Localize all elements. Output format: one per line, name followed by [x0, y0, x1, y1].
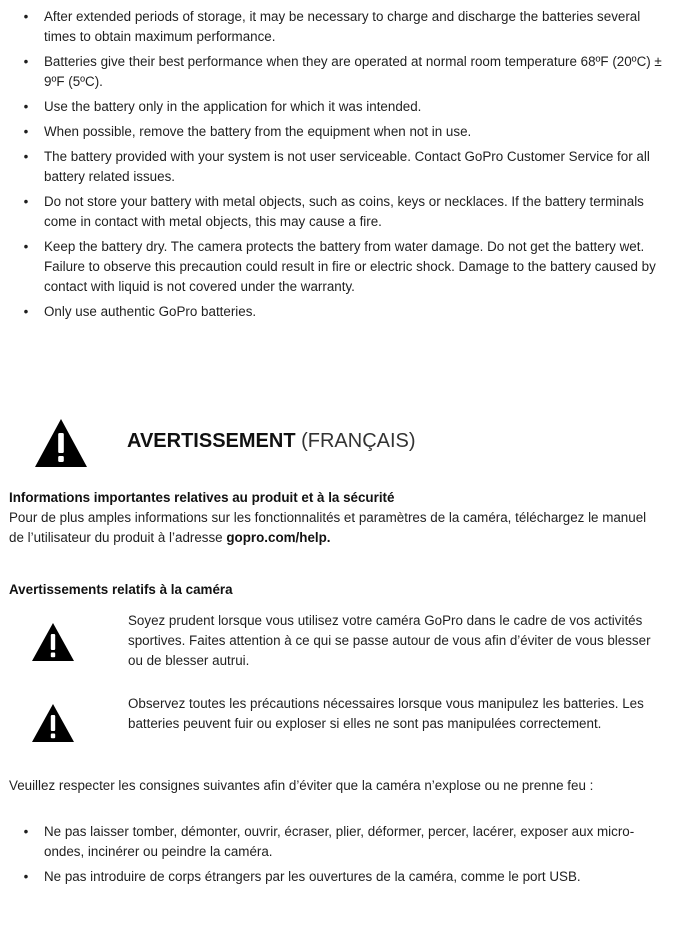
bullet-dot: • [23, 824, 29, 839]
list-item: • Batteries give their best performance when they are operated at normal room temperature 68ºF (20ºC) ± 9ºF (5ºC). [0, 52, 674, 92]
instructions-intro: Veuillez respecter les consignes suivantes afin d’éviter que la caméra n’explose ou ne prenne feu : [9, 778, 594, 793]
section-heading [127, 428, 416, 454]
list-item: • Ne pas laisser tomber, démonter, ouvrir, écraser, plier, déformer, percer, lacérer, exposer aux micro-ondes, incinérer ou peindre la caméra. [0, 822, 674, 862]
bullet-dot: • [23, 869, 29, 884]
bullet-dot: • [23, 124, 29, 139]
heading-language: (FRANÇAIS) [295, 430, 416, 452]
warning-heading [34, 418, 634, 470]
bullet-dot: • [23, 194, 29, 209]
heading-strong: AVERTISSEMENT [127, 430, 296, 452]
list-item: • When possible, remove the battery from the equipment when not in use. [0, 122, 674, 142]
camera-warning-text: Observez toutes les précautions nécessaires lorsque vous manipulez les batteries. Les batteries peuvent fuir ou exploser si elles ne sont pas manipulées correctement. [128, 696, 644, 731]
bullet-dot: • [23, 304, 29, 319]
list-item: • Use the battery only in the application for which it was intended. [0, 97, 674, 117]
product-info-text: Pour de plus amples informations sur les fonctionnalités et paramètres de la caméra, téléchargez le manuel de l’utilisateur du produit à l’adresse gopro.com/help. [9, 510, 647, 545]
battery-care-list [0, 7, 674, 327]
camera-warnings-title: Avertissements relatifs à la caméra [9, 582, 233, 597]
warning-triangle-icon [34, 418, 88, 468]
bullet-dot: • [23, 239, 29, 254]
list-item: • Ne pas introduire de corps étrangers par les ouvertures de la caméra, comme le port USB. [0, 867, 674, 887]
list-item: • After extended periods of storage, it may be necessary to charge and discharge the batteries several times to obtain maximum performance. [0, 7, 674, 47]
camera-warning-text: Soyez prudent lorsque vous utilisez votre caméra GoPro dans le cadre de vos activités sportives. Faites attention à ce qui se passe autour de vous afin d’éviter de vous blesser ou de blesser autrui. [128, 613, 651, 668]
warning-triangle-icon [31, 703, 75, 743]
list-item: • Only use authentic GoPro batteries. [0, 302, 674, 322]
product-info-block [9, 488, 659, 548]
product-info-title: Informations importantes relatives au produit et à la sécurité [9, 490, 395, 505]
bullet-dot: • [23, 99, 29, 114]
bullet-dot: • [23, 54, 29, 69]
list-item: • The battery provided with your system is not user serviceable. Contact GoPro Customer Service for all battery related issues. [0, 147, 674, 187]
warning-triangle-icon [31, 622, 75, 662]
list-item: • Do not store your battery with metal objects, such as coins, keys or necklaces. If the battery terminals come in contact with metal objects, this may cause a fire. [0, 192, 674, 232]
help-link[interactable]: gopro.com/help. [226, 530, 331, 545]
bullet-dot: • [23, 149, 29, 164]
bullet-dot: • [23, 9, 29, 24]
camera-precautions-list [0, 822, 674, 892]
list-item: • Keep the battery dry. The camera protects the battery from water damage. Do not get the battery wet. Failure to observe this precaution could result in fire or electric shock. Damage to the battery caused by contact with liquid is not covered under the warranty. [0, 237, 674, 297]
